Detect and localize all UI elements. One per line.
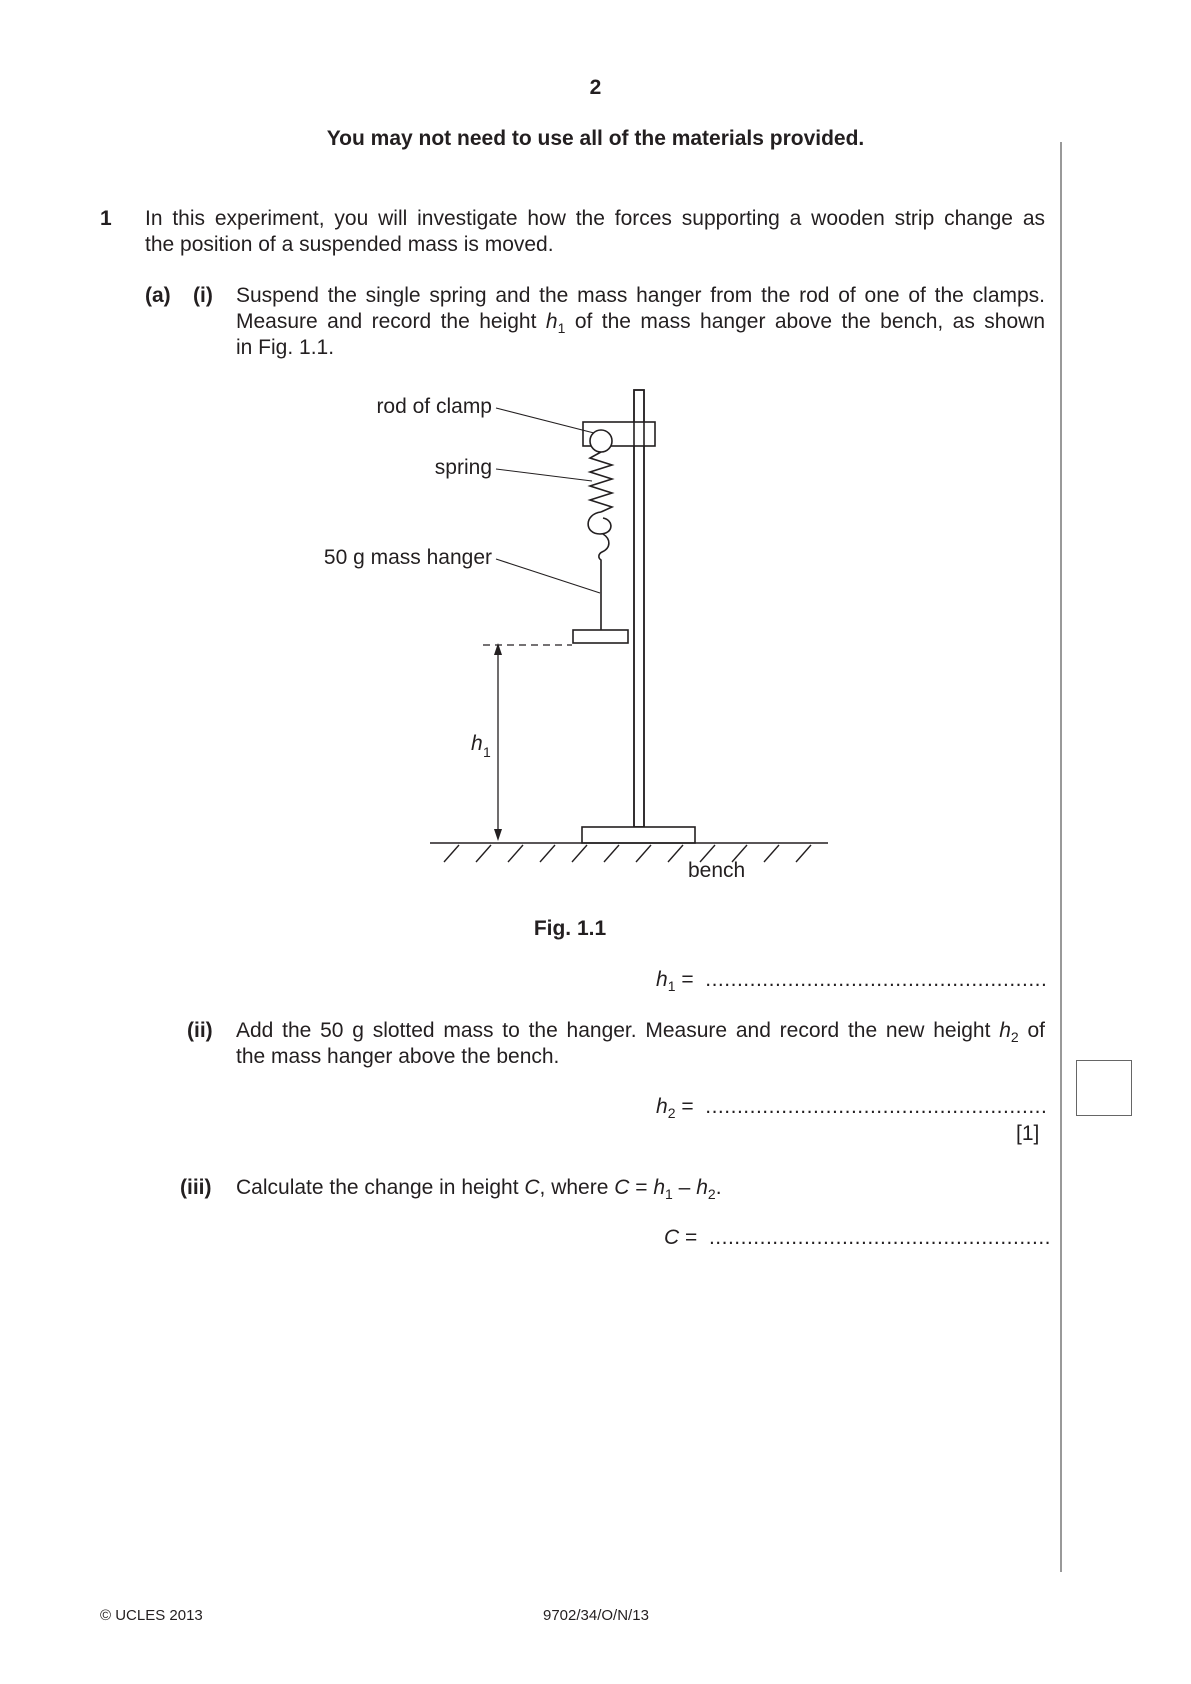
answer-blank-h2[interactable]: ......................................................	[705, 1095, 1048, 1118]
part-ii-text	[236, 1018, 1045, 1070]
hanger-hook	[599, 534, 609, 630]
footer-paper-code: 9702/34/O/N/13	[543, 1607, 649, 1624]
answer-line-h1: $h_1$ = ......................................................	[656, 968, 1048, 994]
stand-base	[582, 827, 695, 843]
part-i-line-2: Measure and record the height $h_1$ of the mass hanger above the bench, as shown	[236, 310, 1045, 336]
hanger-base	[573, 630, 628, 643]
answer-blank-h1[interactable]: ......................................................	[705, 968, 1048, 991]
part-a-label: (a)	[145, 284, 171, 307]
leader-mass-hanger	[496, 559, 600, 593]
clamp-stand-rod	[634, 390, 644, 827]
spring-coil	[590, 452, 612, 512]
instruction-heading: You may not need to use all of the materials provided.	[326, 127, 865, 150]
intro-line-1: In this experiment, you will investigate how the forces supporting a wooden strip change as	[145, 207, 1045, 230]
leader-spring	[496, 469, 592, 481]
question-number: 1	[100, 207, 112, 230]
examiner-score-box	[1076, 1060, 1132, 1116]
figure-caption: Fig. 1.1	[533, 917, 607, 940]
mark-allocation: [1]	[1016, 1122, 1040, 1145]
part-ii-line-1: Add the 50 g slotted mass to the hanger. Measure and record the new height $h_2$ of	[236, 1019, 1045, 1045]
page-number: 2	[589, 76, 602, 99]
part-iii-label: (iii)	[180, 1176, 212, 1199]
answer-line-h2: $h_2$ = ......................................................	[656, 1095, 1048, 1121]
part-i-line-1: Suspend the single spring and the mass hanger from the rod of one of the clamps.	[236, 284, 1045, 307]
footer-copyright: © UCLES 2013	[100, 1607, 203, 1624]
label-bench: bench	[688, 859, 746, 882]
label-spring: spring	[434, 456, 492, 479]
answer-line-c: C = ......................................................	[664, 1226, 1052, 1249]
leader-rod-of-clamp	[496, 408, 594, 433]
part-i-line-3: in Fig. 1.1.	[236, 336, 335, 359]
height-arrowhead-bottom	[494, 829, 502, 841]
spring-hook-loop	[588, 512, 611, 534]
answer-blank-c[interactable]: ......................................................	[708, 1226, 1052, 1249]
intro-line-2: the position of a suspended mass is moved.	[145, 233, 554, 256]
label-height-var: h	[471, 732, 483, 755]
label-height-sub: 1	[483, 744, 491, 760]
label-mass-hanger: 50 g mass hanger	[323, 546, 492, 569]
label-rod-of-clamp: rod of clamp	[376, 395, 492, 418]
part-ii-line-2: the mass hanger above the bench.	[236, 1045, 560, 1068]
part-iii-text: Calculate the change in height C, where $C = h_1 - h_2$.	[236, 1176, 722, 1202]
part-i-label: (i)	[193, 284, 213, 307]
part-ii-label: (ii)	[187, 1019, 213, 1042]
bench-hatching	[444, 845, 811, 862]
